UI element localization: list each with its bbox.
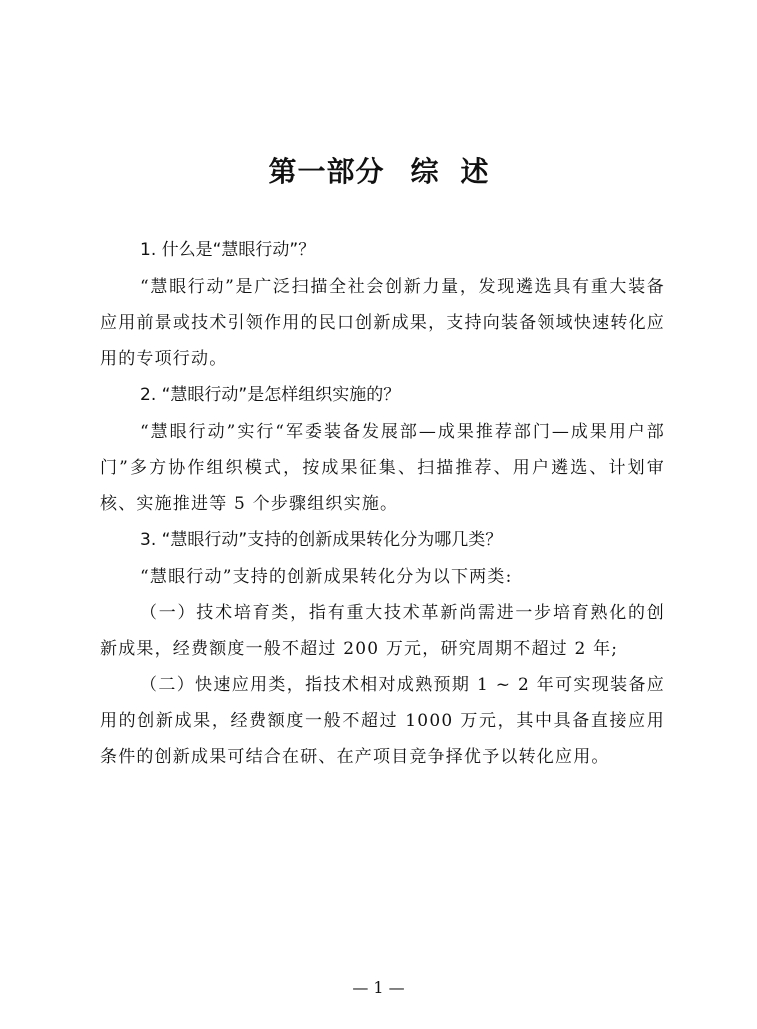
title-part2: 综述 (410, 155, 511, 188)
title-part1: 第一部分 (268, 155, 385, 188)
answer-2-paragraph: “慧眼行动”实行“军委装备发展部—成果推荐部门—成果用户部门”多方协作组织模式，按成果征集、扫描推荐、用户遴选、计划审核、实施推进等 5 个步骤组织实施。 (100, 422, 665, 514)
question-2: 2. “慧眼行动”是怎样组织实施的？ (140, 385, 401, 405)
answer-3-category-1: （一）技术培育类，指有重大技术革新尚需进一步培育熟化的创新成果，经费额度一般不超过 200 万元，研究周期不超过 2 年; (100, 603, 665, 659)
answer-3-category-2: （二）快速应用类，指技术相对成熟预期 1 ~ 2 年可实现装备应用的创新成果，经费额度一般不超过 1000 万元，其中具备直接应用条件的创新成果可结合在研、在产项目竞争择优予以转化应用。 (100, 675, 665, 767)
answer-1-paragraph: “慧眼行动”是广泛扫描全社会创新力量，发现遴选具有重大装备应用前景或技术引领作用的民口创新成果，支持向装备领域快速转化应用的专项行动。 (100, 277, 665, 369)
question-1: 1. 什么是“慧眼行动”？ (140, 240, 316, 260)
answer-3-intro: “慧眼行动”支持的创新成果转化分为以下两类: (140, 567, 513, 587)
question-3: 3. “慧眼行动”支持的创新成果转化分为哪几类？ (140, 530, 503, 550)
document-body (100, 232, 665, 775)
page-title (0, 150, 757, 190)
page-number: — 1 — (352, 978, 405, 997)
